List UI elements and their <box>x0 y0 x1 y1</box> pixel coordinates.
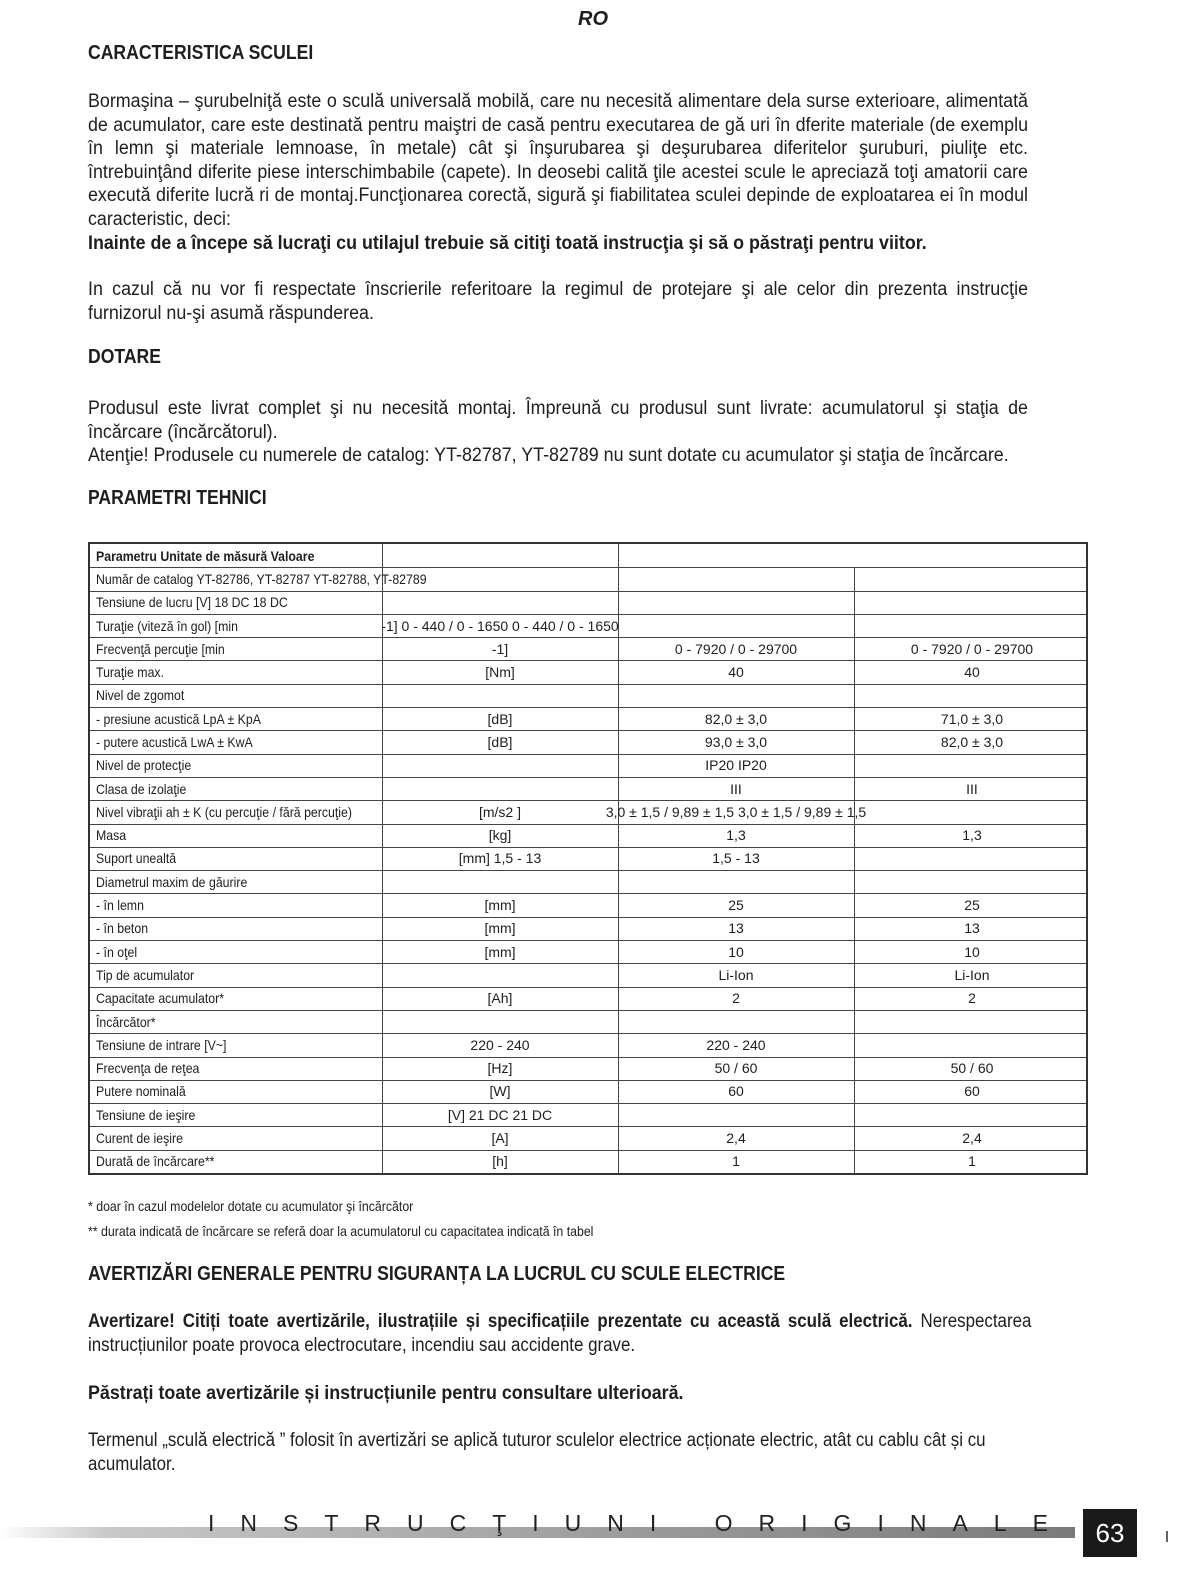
table-cell: 13 <box>964 920 980 937</box>
table-cell: [h] <box>492 1153 508 1170</box>
technical-parameters-table <box>88 542 1088 1175</box>
table-cell <box>854 1103 1090 1126</box>
table-cell <box>854 870 1090 893</box>
table-cell: [dB] <box>487 734 513 750</box>
table-row <box>90 1057 1086 1081</box>
table-cell: 1,3 <box>962 827 982 844</box>
table-row <box>90 777 1086 801</box>
table-cell: 1 <box>732 1153 740 1170</box>
table-cell: 40 <box>728 664 744 681</box>
read-instructions-note: Inainte de a începe să lucraţi cu utilajul trebuie să citiţi toată instrucţia şi să o păstraţi pentru viitor. <box>88 233 927 254</box>
power-tool-definition: Termenul „sculă electrică ” folosit în avertizări se aplică tuturor sculelor electrice acționate electric, atât cu cablu cât și cu acumulator. <box>88 1430 986 1475</box>
table-cell: Parametru Unitate de măsură Valoare <box>96 547 315 564</box>
table-cell: 2 <box>732 990 740 1007</box>
table-cell: - presiune acustică LpA ± KpA <box>96 710 261 727</box>
table-cell <box>618 614 854 637</box>
equipment-attention: Atenţie! Produsele cu numerele de catalog: YT-82787, YT-82789 nu sunt dotate cu acumulator şi staţia de încărcare. <box>88 445 1009 466</box>
table-cell <box>618 544 854 567</box>
equipment-paragraph: Produsul este livrat complet şi nu necesită montaj. Împreună cu produsul sunt livrate: acumulatorul şi staţia de încărcare (încărcătorul). <box>88 398 1028 443</box>
table-cell: Clasa de izolaţie <box>96 780 187 797</box>
table-cell <box>854 800 1090 823</box>
table-cell: 25 <box>728 897 744 914</box>
table-row <box>90 730 1086 754</box>
table-cell: Putere nominală <box>96 1083 186 1100</box>
table-row <box>90 893 1086 917</box>
table-cell: 0 - 7920 / 0 - 29700 <box>674 640 798 657</box>
table-cell <box>382 544 618 567</box>
table-cell <box>382 777 618 800</box>
table-cell <box>618 684 854 707</box>
table-row <box>90 684 1086 708</box>
table-cell: 60 <box>964 1083 980 1100</box>
table-row <box>90 847 1086 871</box>
table-header-row <box>90 544 1086 568</box>
table-cell <box>382 963 618 986</box>
page-edge-mark <box>1166 1531 1168 1542</box>
table-cell <box>618 591 854 614</box>
table-row <box>90 1033 1086 1057</box>
section-title-safety-warnings: AVERTIZĂRI GENERALE PENTRU SIGURANȚA LA LUCRUL CU SCULE ELECTRICE <box>88 1263 786 1285</box>
table-cell: Nivel de zgomot <box>96 687 185 704</box>
table-cell: - în beton <box>96 920 149 937</box>
table-cell: 25 <box>964 897 980 914</box>
table-row <box>90 917 1086 941</box>
table-row <box>90 614 1086 638</box>
table-cell <box>618 567 854 590</box>
table-cell: [Ah] <box>487 990 513 1007</box>
table-cell: 1,3 <box>726 827 746 844</box>
table-cell: [mm] 1,5 - 13 <box>458 850 542 867</box>
table-cell: [mm] <box>484 897 516 914</box>
table-cell: Tensiune de intrare [V~] <box>96 1036 227 1053</box>
table-cell: Tensiune de ieşire <box>96 1106 196 1123</box>
table-cell: Li-Ion <box>954 966 990 983</box>
table-cell: Nivel vibraţii ah ± K (cu percuţie / fără percuţie) <box>96 803 353 820</box>
page-number: 63 <box>1083 1509 1137 1557</box>
table-cell: [Nm] <box>485 664 515 681</box>
table-cell: [mm] <box>484 943 516 960</box>
table-cell: 0 - 7920 / 0 - 29700 <box>910 640 1034 657</box>
table-cell: - în lemn <box>96 897 144 914</box>
table-row <box>90 591 1086 615</box>
table-row <box>90 754 1086 778</box>
table-row <box>90 1150 1086 1173</box>
liability-paragraph: In cazul că nu vor fi respectate înscrierile referitoare la regimul de protejare şi ale celor din prezenta instrucţie furnizorul nu-şi asumă răspunderea. <box>88 279 1028 324</box>
table-row <box>90 824 1086 848</box>
table-cell <box>854 567 1090 590</box>
safety-warning-rest: Nerespectarea instrucțiunilor poate provoca electrocutare, incendiu sau accidente grave. <box>88 1311 1032 1356</box>
table-cell: 2,4 <box>962 1130 982 1147</box>
table-row <box>90 940 1086 964</box>
table-row <box>90 567 1086 591</box>
table-cell <box>618 870 854 893</box>
table-cell: 82,0 ± 3,0 <box>940 734 1004 750</box>
footer-original-instructions: INSTRUCŢIUNI ORIGINALE <box>208 1510 1074 1536</box>
table-cell <box>854 614 1090 637</box>
table-cell <box>382 567 618 590</box>
table-cell: Curent de ieşire <box>96 1130 183 1147</box>
table-cell: Frecvenţa de reţea <box>96 1060 200 1077</box>
table-cell: 71,0 ± 3,0 <box>940 710 1004 727</box>
table-cell: -1] 0 - 440 / 0 - 1650 0 - 440 / 0 - 1650 <box>381 617 619 634</box>
table-cell: Suport unealtă <box>96 850 177 867</box>
safety-warning-paragraph <box>88 1310 1031 1357</box>
table-cell: [mm] <box>484 920 516 937</box>
table-cell: 1 <box>968 1153 976 1170</box>
table-row <box>90 1080 1086 1104</box>
table-cell: 10 <box>728 943 744 960</box>
table-row <box>90 637 1086 661</box>
table-cell: [V] 21 DC 21 DC <box>447 1106 553 1123</box>
safety-warning-bold: Avertizare! Citiți toate avertizările, ilustrațiile și specificațiile prezentate cu această sculă electrică. <box>88 1311 913 1332</box>
table-cell: Turaţie (viteză în gol) [min <box>96 617 238 634</box>
table-cell: Număr de catalog YT-82786, YT-82787 YT-82788, YT-82789 <box>96 570 427 587</box>
table-cell: 82,0 ± 3,0 <box>704 710 768 727</box>
table-row <box>90 660 1086 684</box>
table-footnote-2: ** durata indicată de încărcare se referă doar la acumulatorul cu capacitatea indicată în tabel <box>88 1223 594 1239</box>
table-cell: 50 / 60 <box>950 1060 994 1077</box>
table-cell: Turaţie max. <box>96 664 165 681</box>
table-cell: 60 <box>728 1083 744 1100</box>
table-row <box>90 1103 1086 1127</box>
table-cell <box>382 591 618 614</box>
section-title-technical-parameters: PARAMETRI TEHNICI <box>88 487 267 509</box>
table-cell <box>618 1103 854 1126</box>
table-row <box>90 707 1086 731</box>
table-row <box>90 1126 1086 1150</box>
table-cell <box>618 1010 854 1033</box>
table-cell: 93,0 ± 3,0 <box>704 734 768 750</box>
table-row <box>90 987 1086 1011</box>
table-cell: Durată de încărcare** <box>96 1153 215 1170</box>
table-cell: 2 <box>968 990 976 1007</box>
table-cell: 10 <box>964 943 980 960</box>
table-cell: [Hz] <box>487 1060 513 1077</box>
keep-warnings-note: Păstrați toate avertizările și instrucțiunile pentru consultare ulterioară. <box>88 1383 684 1404</box>
table-cell: - putere acustică LwA ± KwA <box>96 734 253 750</box>
characteristics-paragraph: Bormaşina – şurubelniţă este o sculă universală mobilă, care nu necesită alimentare dela surse exterioare, alimentată de acumulator, care este destinată pentru maiştri de casă pentru executarea de gă uri în dferite materiale (de exemplu în lemn şi materiale lemnoase, în metale) cât şi înşurubarea şi deşurubarea diferitelor şuruburi, piuliţe etc. întrebuinţând diferite piese interschimbabile (capete). In deosebi calită ţile acestei scule le apreciază toţi amatorii care execută diferite lucră ri de montaj.Funcţionarea corectă, sigură şi fiabilitatea sculei depinde de exploatarea ei în modul caracteristic, deci: <box>88 91 1028 230</box>
table-cell: Tensiune de lucru [V] 18 DC 18 DC <box>96 594 288 611</box>
table-cell: 1,5 - 13 <box>712 850 760 867</box>
table-cell <box>854 1033 1090 1056</box>
table-cell <box>854 1010 1090 1033</box>
table-cell: Li-Ion <box>718 966 754 983</box>
table-cell: Capacitate acumulator* <box>96 990 225 1007</box>
table-cell: [m/s2 ] <box>478 803 521 820</box>
table-cell: III <box>730 780 742 797</box>
table-cell: [A] <box>491 1130 509 1147</box>
table-row <box>90 1010 1086 1034</box>
table-cell: [W] <box>489 1083 511 1100</box>
table-row <box>90 800 1086 824</box>
table-row <box>90 870 1086 894</box>
table-cell <box>854 847 1090 870</box>
table-cell: Încărcător* <box>96 1013 156 1030</box>
table-cell <box>382 870 618 893</box>
table-cell: 3,0 ± 1,5 / 9,89 ± 1,5 3,0 ± 1,5 / 9,89 ± 1,5 <box>605 803 867 820</box>
table-footnote-1: * doar în cazul modelelor dotate cu acumulator şi încărcător <box>88 1198 414 1214</box>
table-cell <box>854 591 1090 614</box>
table-cell: 2,4 <box>726 1130 746 1147</box>
table-row <box>90 963 1086 987</box>
table-cell <box>854 754 1090 777</box>
table-cell <box>382 754 618 777</box>
table-cell: IP20 IP20 <box>705 757 767 774</box>
table-cell <box>854 684 1090 707</box>
table-cell: [dB] <box>487 710 513 727</box>
table-cell: Frecvenţă percuţie [min <box>96 640 225 657</box>
table-cell: [kg] <box>488 827 512 844</box>
section-title-equipment: DOTARE <box>88 346 162 368</box>
table-cell: Nivel de protecţie <box>96 757 192 774</box>
table-cell: III <box>966 780 978 797</box>
table-cell: 40 <box>964 664 980 681</box>
table-cell: Masa <box>96 827 127 844</box>
table-cell: 220 - 240 <box>706 1036 766 1053</box>
table-cell: 220 - 240 <box>470 1036 530 1053</box>
table-cell: 50 / 60 <box>714 1060 758 1077</box>
table-cell <box>382 684 618 707</box>
table-cell <box>382 1010 618 1033</box>
language-code: RO <box>578 8 608 30</box>
table-cell: -1] <box>491 640 509 657</box>
table-cell: - în oţel <box>96 943 138 960</box>
table-cell: 13 <box>728 920 744 937</box>
table-cell: Diametrul maxim de găurire <box>96 873 248 890</box>
section-title-characteristics: CARACTERISTICA SCULEI <box>88 42 314 64</box>
table-cell: Tip de acumulator <box>96 966 195 983</box>
table-cell <box>854 544 1090 567</box>
